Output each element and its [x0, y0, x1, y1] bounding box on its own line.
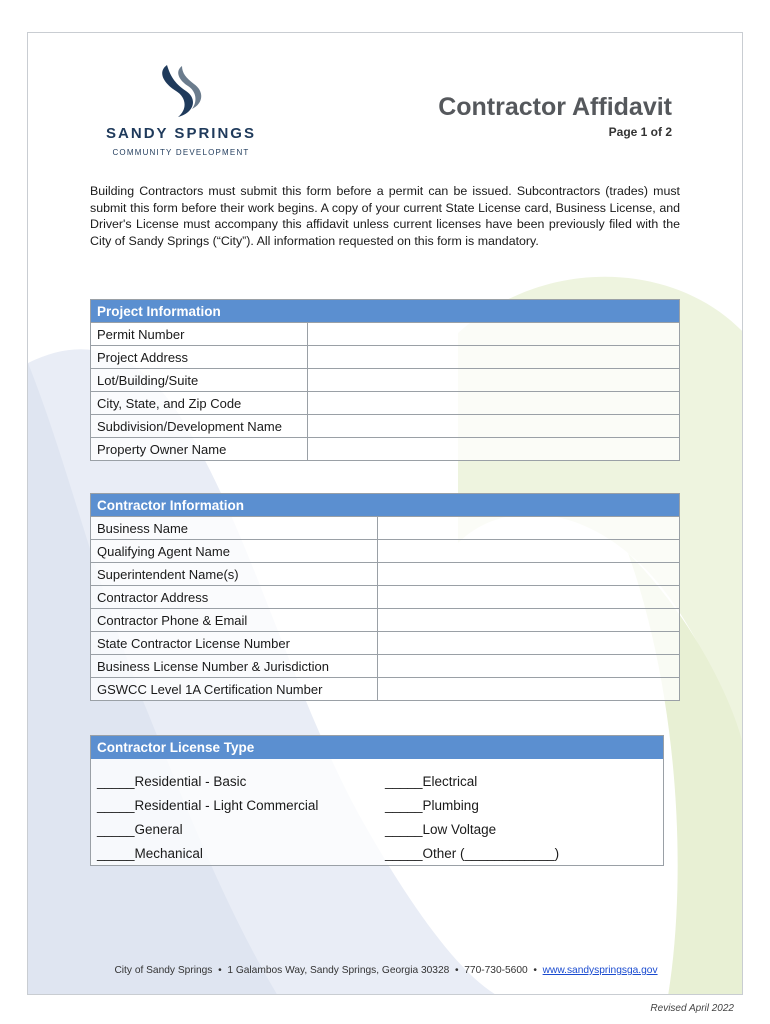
table-row [91, 415, 680, 438]
contractor-information-table [90, 493, 680, 701]
project-address-field[interactable] [308, 346, 680, 369]
license-options-right [385, 770, 559, 866]
field-label: Business License Number & Jurisdiction [91, 655, 378, 678]
table-row [91, 369, 680, 392]
field-label: City, State, and Zip Code [91, 392, 308, 415]
license-option-general[interactable]: _____General [97, 822, 183, 837]
business-name-field[interactable] [378, 517, 680, 540]
contractor-address-field[interactable] [378, 586, 680, 609]
document-title: Contractor Affidavit [438, 93, 672, 121]
section-header: Project Information [91, 300, 680, 323]
document-page [27, 32, 743, 995]
field-label: Subdivision/Development Name [91, 415, 308, 438]
state-license-field[interactable] [378, 632, 680, 655]
revision-note: Revised April 2022 [650, 1003, 734, 1014]
gswcc-certification-field[interactable] [378, 678, 680, 701]
section-header: Contractor Information [91, 494, 680, 517]
license-option-residential-basic[interactable]: _____Residential - Basic [97, 774, 247, 789]
table-row [91, 609, 680, 632]
footer-address: 1 Galambos Way, Sandy Springs, Georgia 30328 [227, 965, 450, 976]
phone-email-field[interactable] [378, 609, 680, 632]
footer [28, 965, 743, 976]
field-label: Contractor Phone & Email [91, 609, 378, 632]
table-row [91, 323, 680, 346]
field-label: Project Address [91, 346, 308, 369]
footer-separator: • [533, 965, 537, 976]
qualifying-agent-field[interactable] [378, 540, 680, 563]
section-header: Contractor License Type [91, 736, 663, 759]
field-label: GSWCC Level 1A Certification Number [91, 678, 378, 701]
city-state-zip-field[interactable] [308, 392, 680, 415]
license-option-low-voltage[interactable]: _____Low Voltage [385, 822, 497, 837]
table-row [91, 438, 680, 461]
table-row [91, 678, 680, 701]
table-row [91, 586, 680, 609]
intro-paragraph: Building Contractors must submit this form before a permit can be issued. Subcontractors (trades) must submit this form before their work begins. A copy of your current State License card, Business License, and Driver's License must accompany this affidavit unless current licenses have been previously filed with the City of Sandy Springs (“City”). All information requested on this form is mandatory. [90, 184, 680, 248]
page-number: Page 1 of 2 [608, 125, 672, 139]
contractor-license-type-box [90, 735, 664, 866]
license-option-other[interactable]: _____Other (____________) [385, 846, 560, 861]
license-option-mechanical[interactable]: _____Mechanical [97, 846, 203, 861]
footer-city: City of Sandy Springs [114, 965, 213, 976]
sandy-springs-logo [96, 63, 266, 163]
field-label: State Contractor License Number [91, 632, 378, 655]
license-option-electrical[interactable]: _____Electrical [385, 774, 478, 789]
superintendent-field[interactable] [378, 563, 680, 586]
subdivision-field[interactable] [308, 415, 680, 438]
field-label: Contractor Address [91, 586, 378, 609]
table-row [91, 346, 680, 369]
table-row [91, 517, 680, 540]
property-owner-field[interactable] [308, 438, 680, 461]
license-options-left [97, 770, 318, 866]
table-row [91, 540, 680, 563]
footer-separator: • [218, 965, 222, 976]
table-row [91, 392, 680, 415]
logo-mark-icon [158, 63, 204, 119]
license-option-plumbing[interactable]: _____Plumbing [385, 798, 479, 813]
permit-number-field[interactable] [308, 323, 680, 346]
table-row [91, 632, 680, 655]
footer-phone: 770-730-5600 [464, 965, 528, 976]
field-label: Qualifying Agent Name [91, 540, 378, 563]
table-row [91, 563, 680, 586]
business-license-field[interactable] [378, 655, 680, 678]
brand-subtitle: COMMUNITY DEVELOPMENT [112, 148, 250, 157]
brand-name: SANDY SPRINGS [106, 125, 256, 142]
project-information-table [90, 299, 680, 461]
field-label: Property Owner Name [91, 438, 308, 461]
field-label: Superintendent Name(s) [91, 563, 378, 586]
license-option-residential-light-commercial[interactable]: _____Residential - Light Commercial [97, 798, 319, 813]
footer-separator: • [454, 965, 459, 976]
field-label: Lot/Building/Suite [91, 369, 308, 392]
field-label: Business Name [91, 517, 378, 540]
website-link[interactable]: www.sandyspringsga.gov [542, 965, 658, 976]
lot-building-suite-field[interactable] [308, 369, 680, 392]
table-row [91, 655, 680, 678]
field-label: Permit Number [91, 323, 308, 346]
